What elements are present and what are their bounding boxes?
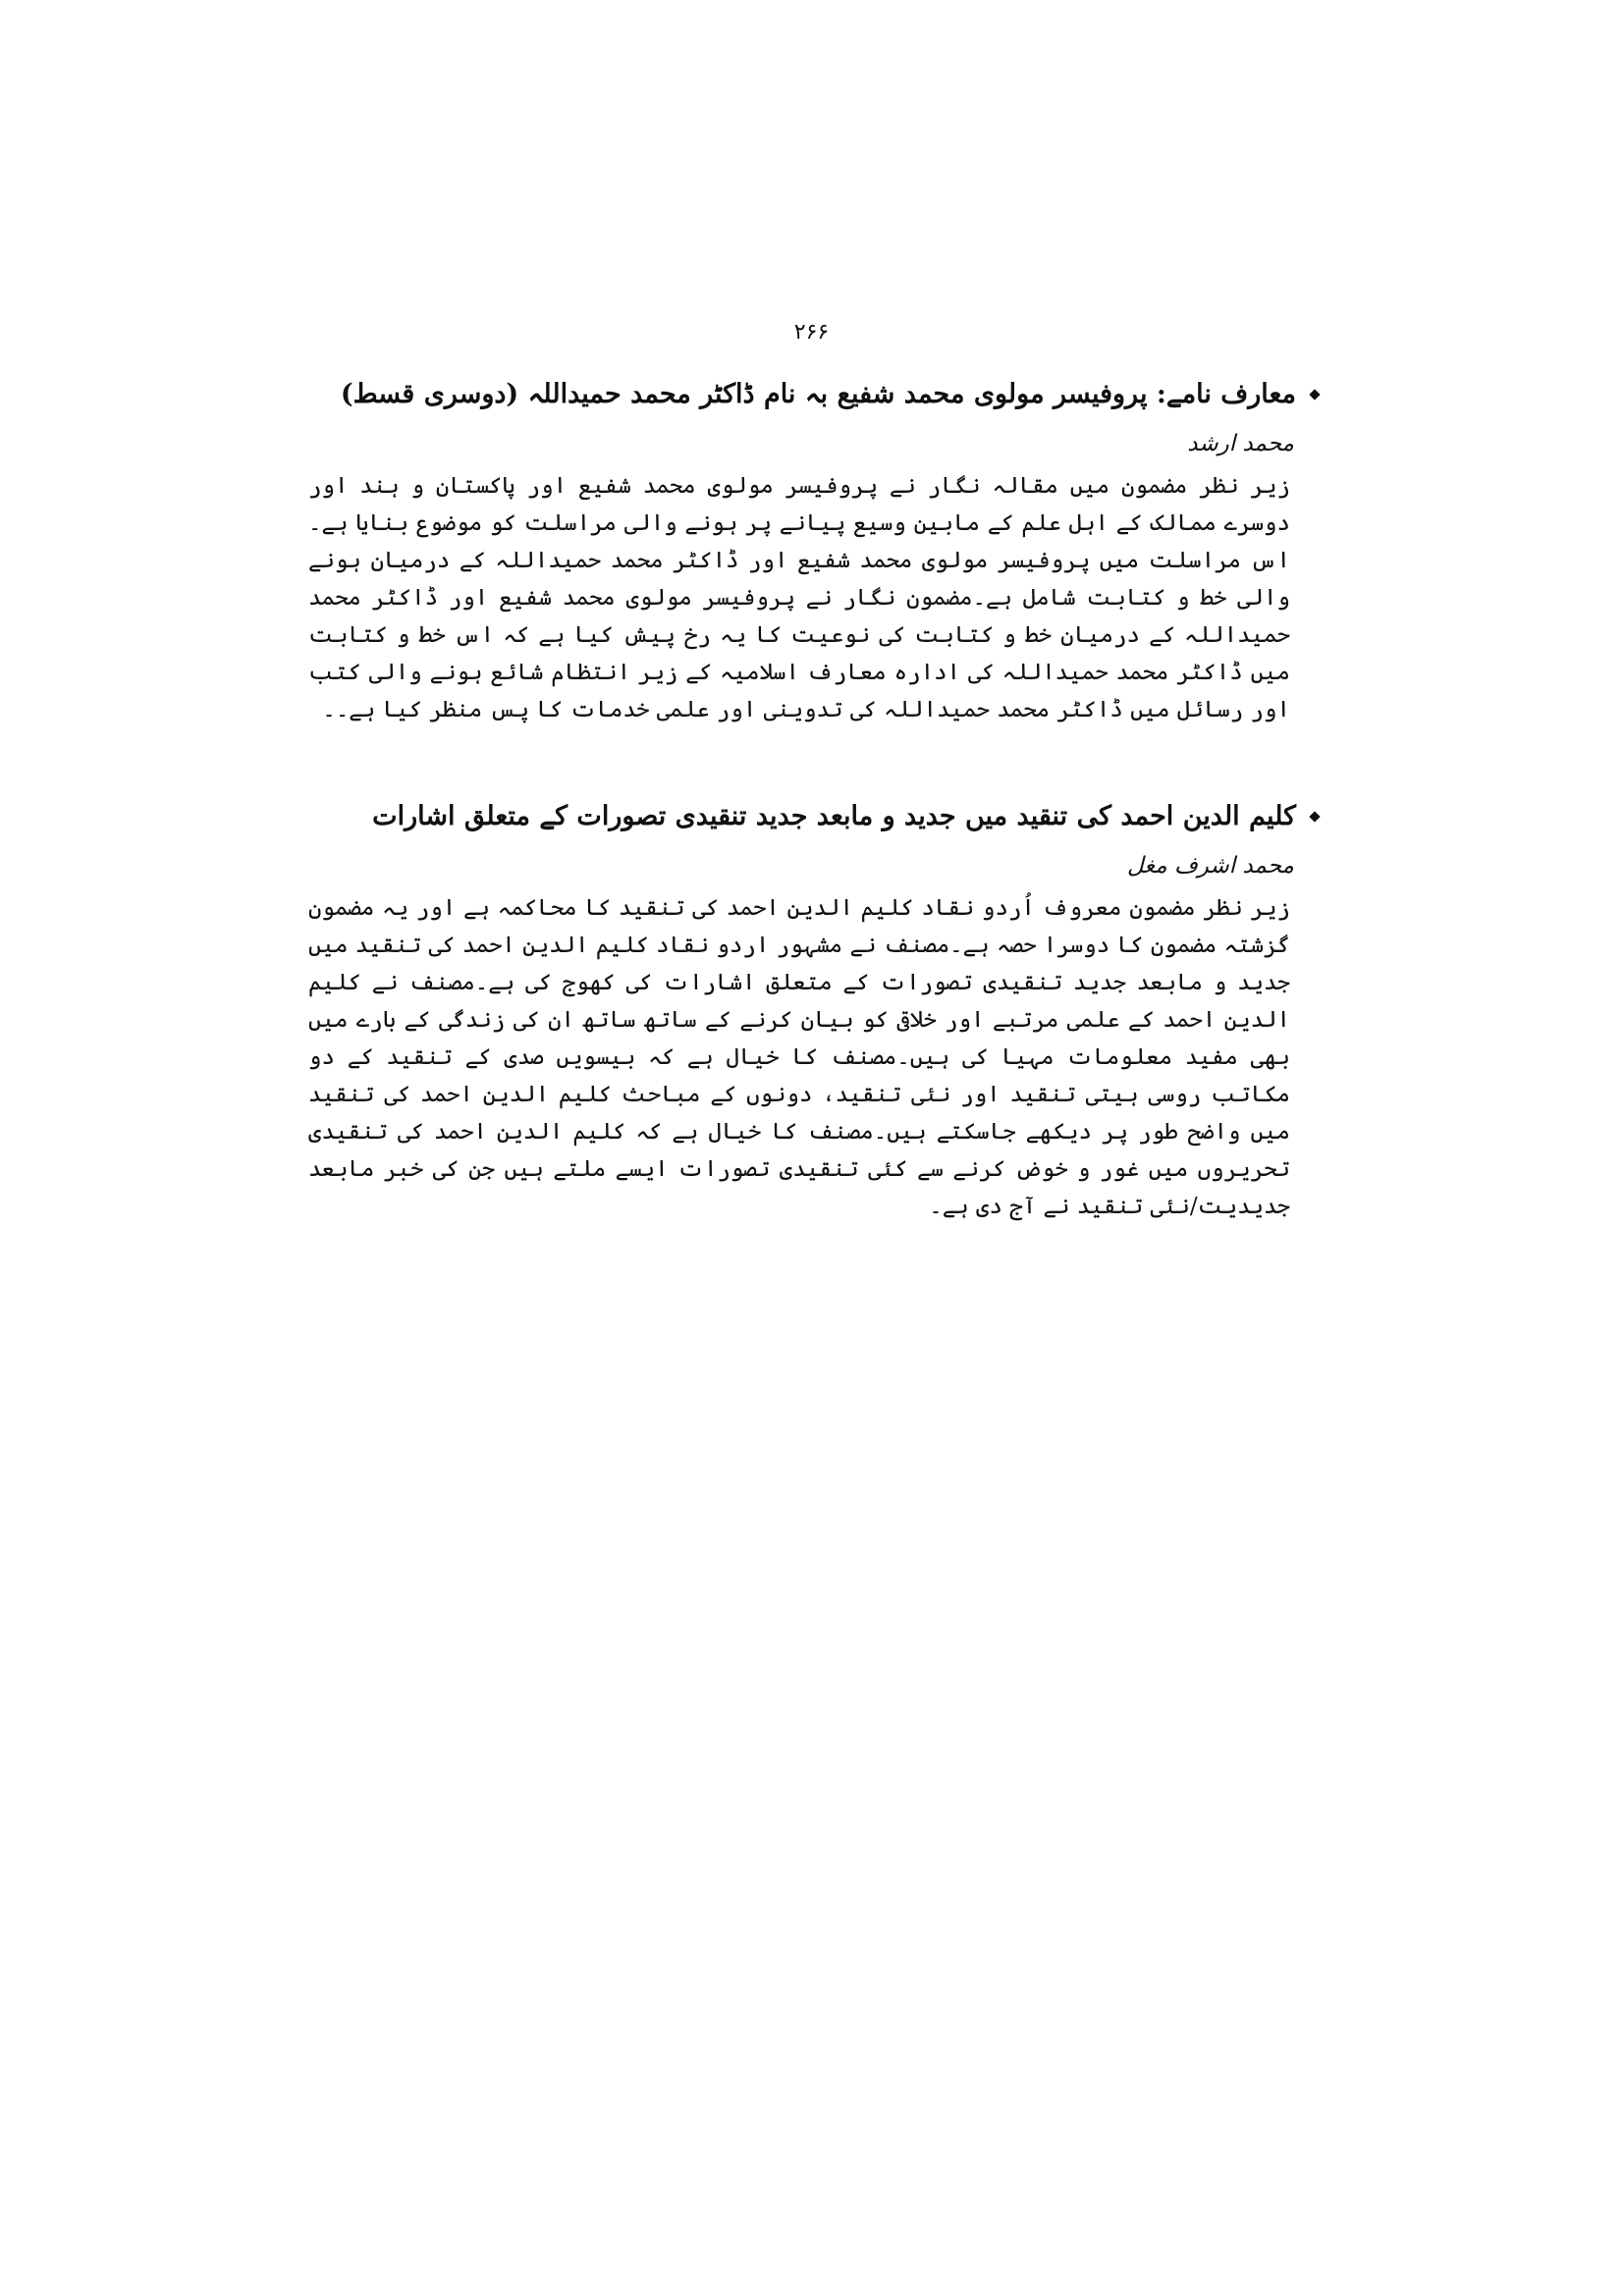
bullet-diamond-icon: [1309, 389, 1320, 400]
article-title: معارف نامے: پروفیسر مولوی محمد شفیع بہ نام ڈاکٹر محمد حمیداللہ (دوسری قسط): [340, 379, 1296, 409]
article-title: کلیم الدین احمد کی تنقید میں جدید و مابعد جدید تنقیدی تصورات کے متعلق اشارات: [372, 801, 1296, 831]
page-number: ۲۶۶: [793, 320, 830, 345]
article-abstract: زیر نظر مضمون معروف اُردو نقاد کلیم الدین احمد کی تنقید کا محاکمہ ہے اور یہ مضمون گزشتہ مضمون کا دوسرا حصہ ہے۔مصنف نے مشہور اردو نقاد کلیم الدین احمد کی تنقید میں جدید و مابعد جدید تنقیدی تصورات کے متعلق اشارات کی کھوج کی ہے۔مصنف نے کلیم الدین احمد کے علمی مرتبے اور خلاقی کو بیان کرنے کے ساتھ ساتھ ان کی زندگی کے بارے میں بھی مفید معلومات مہیا کی ہیں۔مصنف کا خیال ہے کہ بیسویں صدی کے تنقید کے دو مکاتب روسی ہیتی تنقید اور نئی تنقید، دونوں کے مباحث کلیم الدین احمد کی تنقید میں واضح طور پر دیکھے جاسکتے ہیں۔مصنف کا خیال ہے کہ کلیم الدین احمد کی تنقیدی تحریروں میں غور و خوض کرنے سے کئی تنقیدی تصورات ایسے ملتے ہیں جن کی خبر مابعد جدیدیت/نئی تنقید نے آج دی ہے۔: [308, 895, 1290, 1219]
article-entry: [308, 373, 1296, 728]
article-author: محمد اشرف مغل: [1126, 853, 1294, 879]
bullet-diamond-icon: [1309, 811, 1320, 822]
entry-heading: [314, 373, 1296, 422]
article-author: محمد ارشد: [1187, 431, 1294, 456]
entry-heading: [314, 795, 1296, 844]
article-entry: [308, 795, 1296, 1225]
article-abstract: زیر نظر مضمون میں مقالہ نگار نے پروفیسر مولوی محمد شفیع اور پاکستان و ہند اور دوسرے ممالک کے اہل علم کے مابین وسیع پیانے پر ہونے والی مراسلت کو موضوع بنایا ہے۔اس مراسلت میں پروفیسر مولوی محمد شفیع اور ڈاکٹر محمد حمیداللہ کے درمیان ہونے والی خط و کتابت شامل ہے۔مضمون نگار نے پروفیسر مولوی محمد شفیع اور ڈاکٹر محمد حمیداللہ کے درمیان خط و کتابت کی نوعیت کا یہ رخ پیش کیا ہے کہ اس خط و کتابت میں ڈاکٹر محمد حمیداللہ کی ادارہ معارف اسلامیہ کے زیر انتظام شائع ہونے والی کتب اور رسائل میں ڈاکٹر محمد حمیداللہ کی تدوینی اور علمی خدمات کا پس منظر کیا ہے۔۔: [308, 473, 1290, 722]
